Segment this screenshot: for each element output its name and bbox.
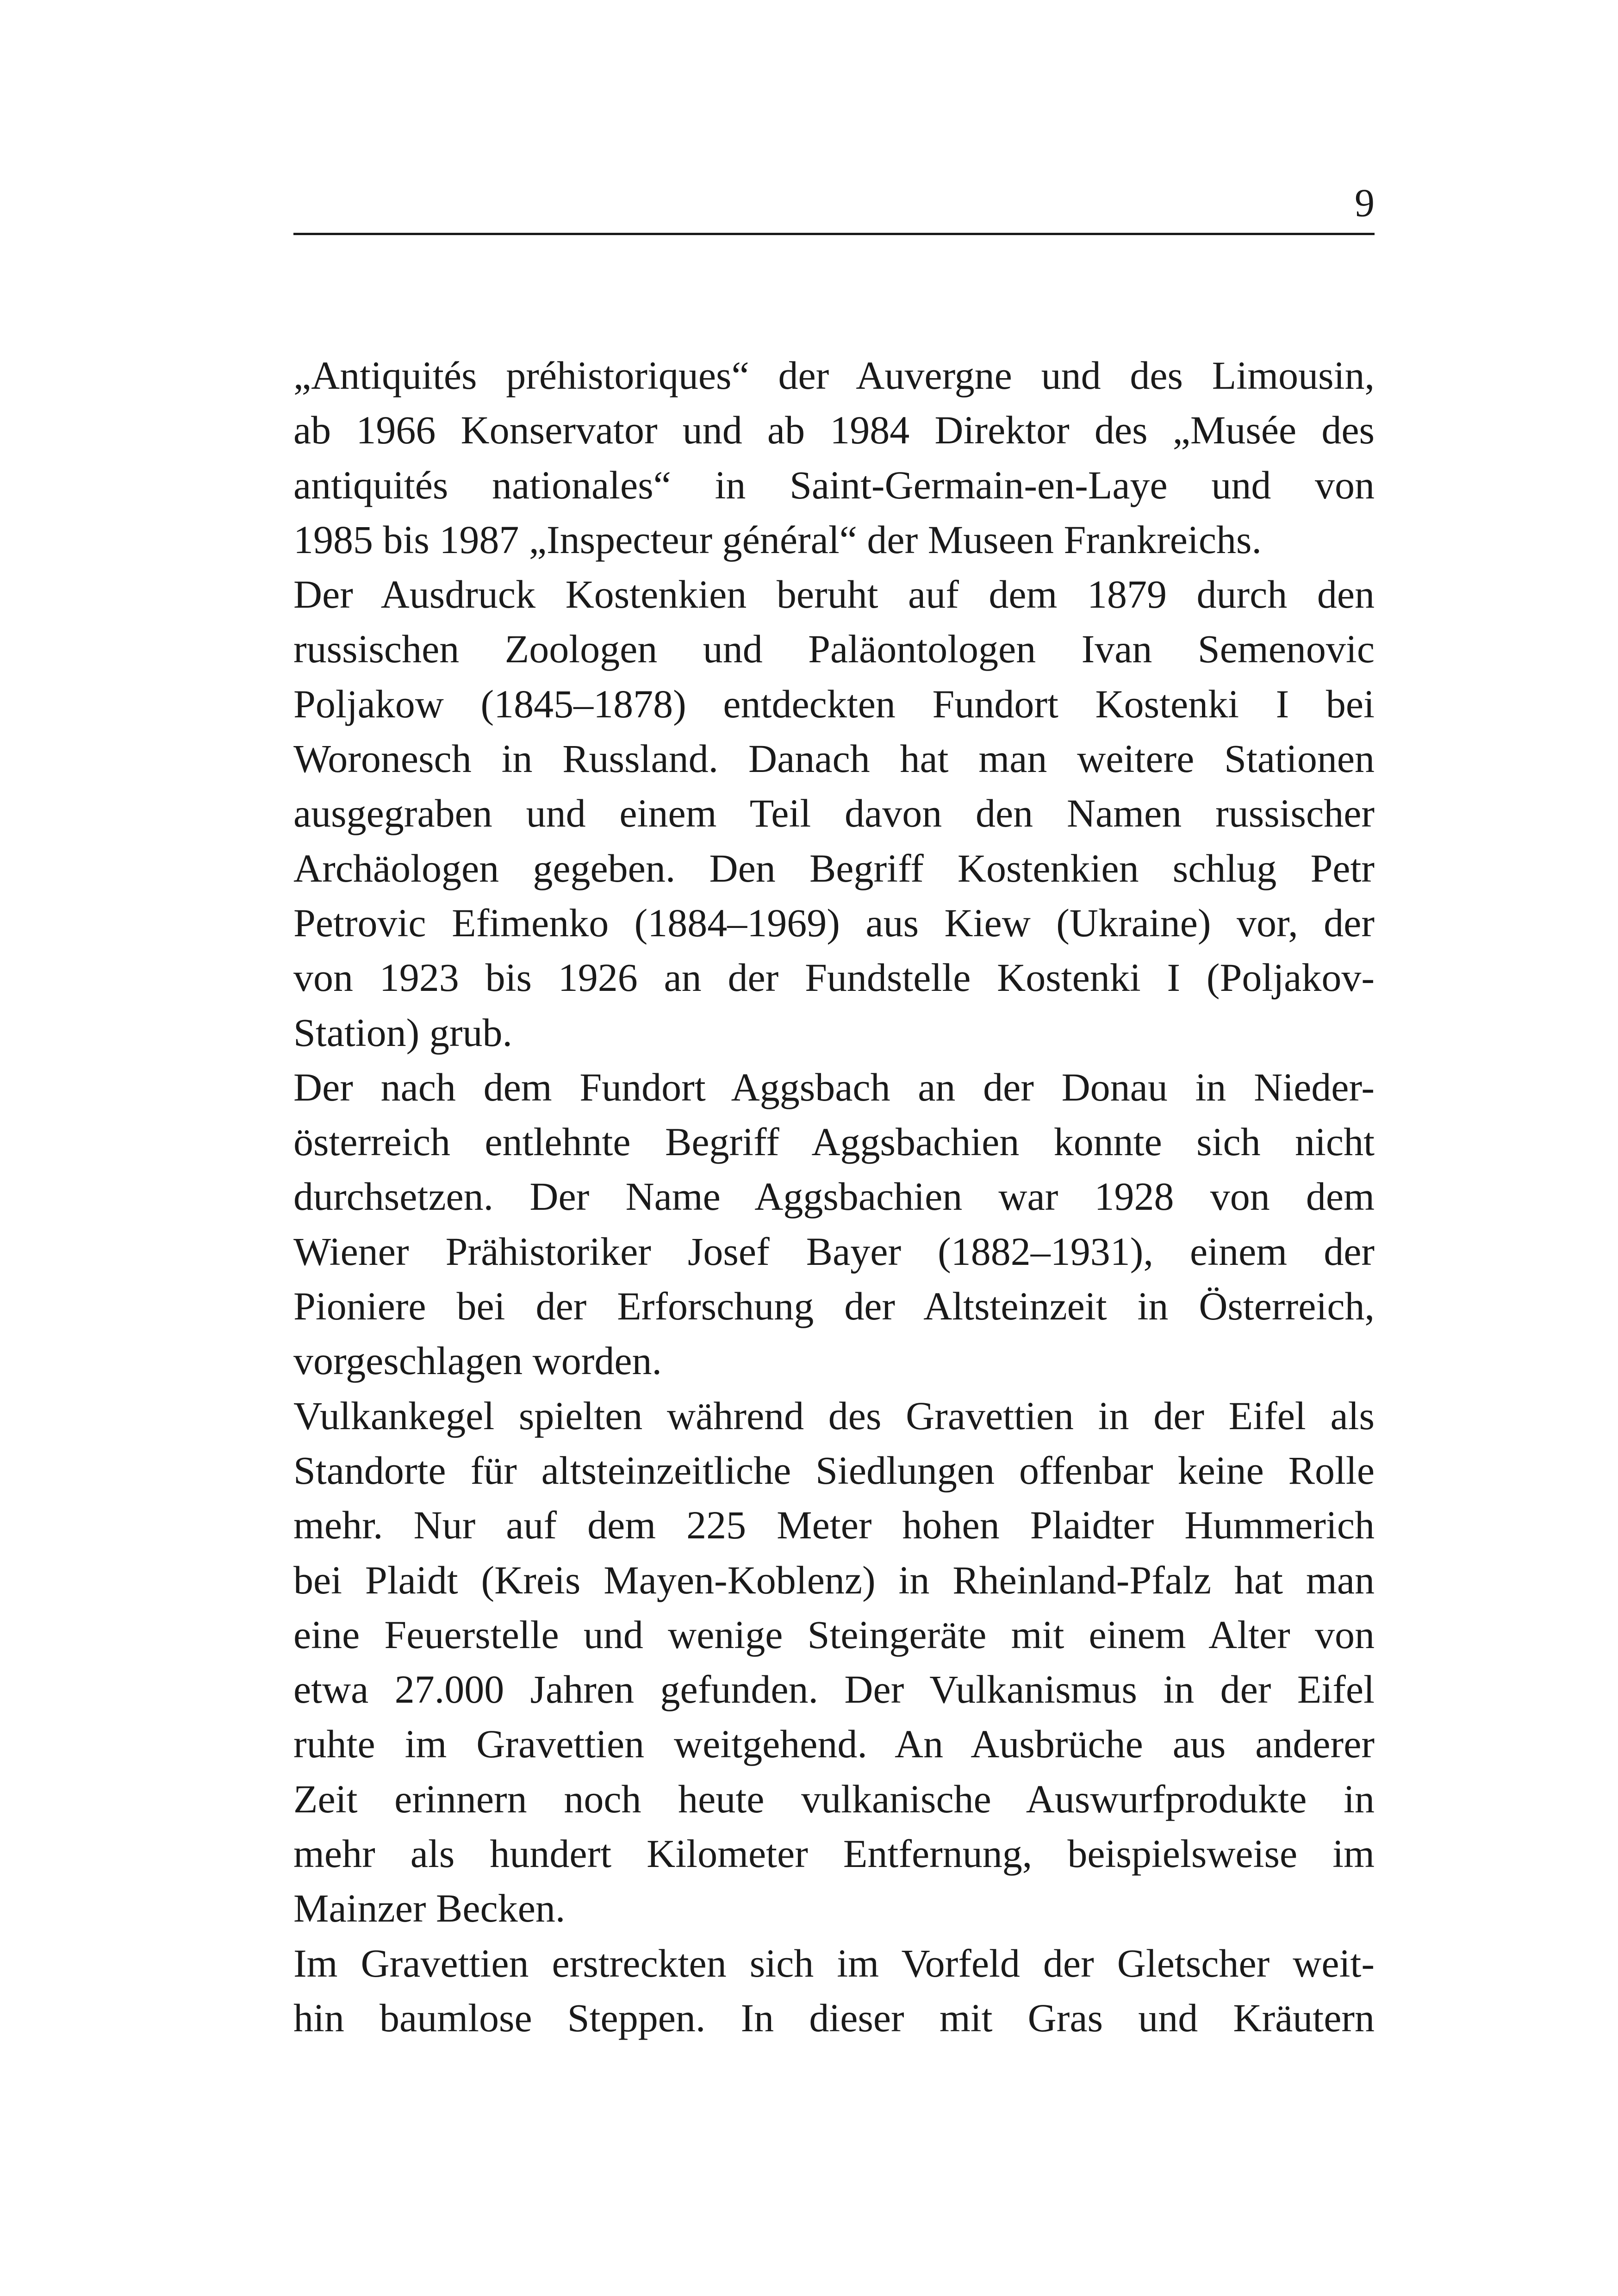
paragraph	[293, 1388, 1375, 1936]
text-line: Petrovic Efimenko (1884–1969) aus Kiew (Ukraine) vor, der	[293, 900, 1375, 945]
text-line: Station) grub.	[293, 1010, 512, 1055]
text-line: Der nach dem Fundort Aggsbach an der Donau in Nieder-	[293, 1064, 1375, 1109]
text-line: etwa 27.000 Jahren gefunden. Der Vulkanismus in der Eifel	[293, 1667, 1375, 1712]
text-line: Mainzer Becken.	[293, 1886, 566, 1931]
text-line: 1985 bis 1987 „Inspecteur général“ der Museen Frankreichs.	[293, 517, 1262, 562]
text-line: Zeit erinnern noch heute vulkanische Auswurfprodukte in	[293, 1776, 1375, 1821]
text-line: „Antiquités préhistoriques“ der Auvergne und des Limousin,	[293, 353, 1375, 398]
text-line: von 1923 bis 1926 an der Fundstelle Kostenki I (Poljakov-	[293, 955, 1375, 1000]
text-line: hin baumlose Steppen. In dieser mit Gras und Kräutern	[293, 1995, 1375, 2040]
text-line: vorgeschlagen worden.	[293, 1338, 662, 1383]
text-line: mehr als hundert Kilometer Entfernung, beispielsweise im	[293, 1831, 1375, 1876]
paragraph	[293, 1060, 1375, 1388]
text-line: Wiener Prähistoriker Josef Bayer (1882–1931), einem der	[293, 1229, 1375, 1274]
text-line: mehr. Nur auf dem 225 Meter hohen Plaidter Hummerich	[293, 1503, 1375, 1548]
text-line: bei Plaidt (Kreis Mayen-Koblenz) in Rheinland-Pfalz hat man	[293, 1557, 1375, 1602]
text-line: Archäologen gegeben. Den Begriff Kostenkien schlug Petr	[293, 846, 1375, 890]
text-line: Poljakow (1845–1878) entdeckten Fundort Kostenki I bei	[293, 681, 1375, 726]
text-line: ausgegraben und einem Teil davon den Namen russischer	[293, 791, 1375, 836]
page-number: 9	[1355, 180, 1375, 225]
text-line: Der Ausdruck Kostenkien beruht auf dem 1879 durch den	[293, 572, 1375, 617]
text-line: antiquités nationales“ in Saint-Germain-en-Laye und von	[293, 462, 1375, 507]
header-rule	[293, 233, 1375, 235]
paragraph	[293, 567, 1375, 1060]
text-line: ab 1966 Konservator und ab 1984 Direktor des „Musée des	[293, 408, 1375, 453]
text-line: österreich entlehnte Begriff Aggsbachien konnte sich nicht	[293, 1120, 1375, 1164]
text-line: ruhte im Gravettien weitgehend. An Ausbrüche aus anderer	[293, 1722, 1375, 1767]
text-line: Woronesch in Russland. Danach hat man weitere Stationen	[293, 736, 1375, 781]
text-line: russischen Zoologen und Paläontologen Ivan Semenovic	[293, 627, 1375, 672]
body-text	[293, 348, 1375, 2045]
text-line: durchsetzen. Der Name Aggsbachien war 1928 von dem	[293, 1174, 1375, 1219]
text-line: Pioniere bei der Erforschung der Altsteinzeit in Österreich,	[293, 1284, 1375, 1329]
text-line: Vulkankegel spielten während des Gravettien in der Eifel als	[293, 1393, 1375, 1438]
text-line: Standorte für altsteinzeitliche Siedlungen offenbar keine Rolle	[293, 1448, 1375, 1493]
text-line: eine Feuerstelle und wenige Steingeräte mit einem Alter von	[293, 1612, 1375, 1657]
text-line: Im Gravettien erstreckten sich im Vorfeld der Gletscher weit-	[293, 1941, 1375, 1985]
paragraph	[293, 348, 1375, 567]
paragraph	[293, 1936, 1375, 2046]
